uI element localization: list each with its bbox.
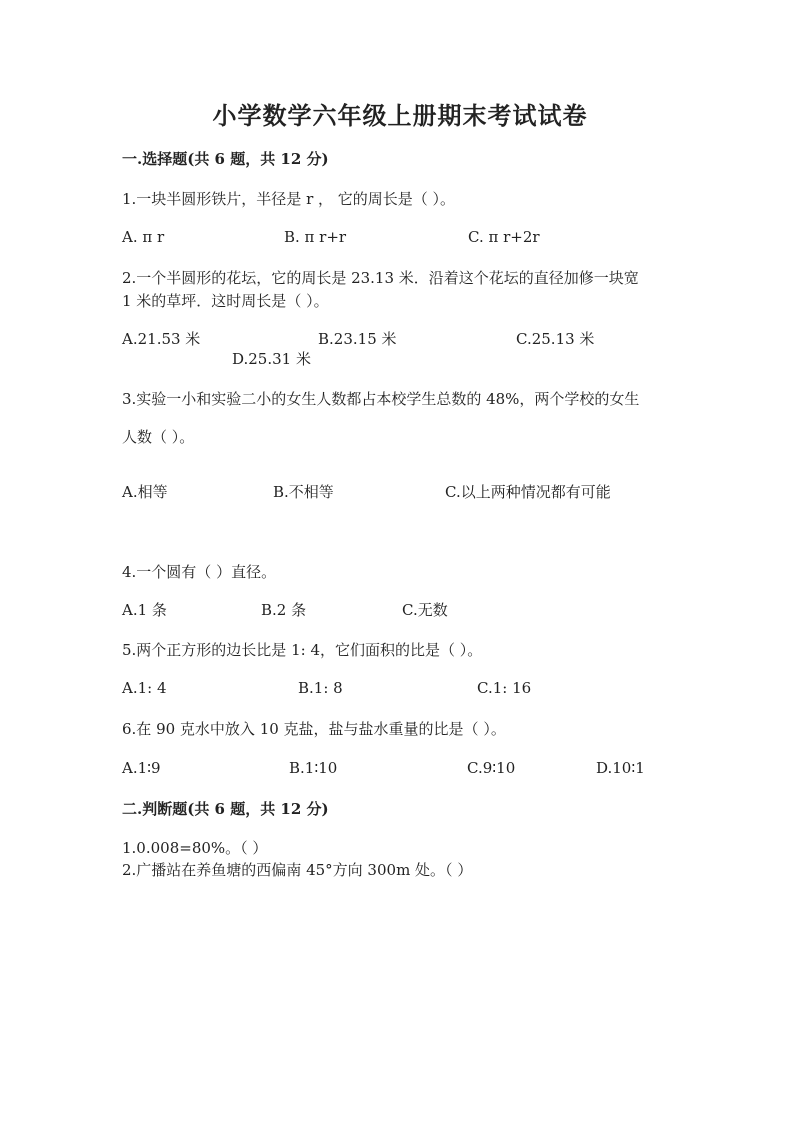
question-3-option-b: B.不相等 [273, 483, 334, 501]
question-2-line-2: 1 米的草坪．这时周长是（ ）。 [122, 292, 329, 310]
question-5-option-b: B.1: 8 [298, 679, 343, 697]
question-2-option-a: A.21.53 米 [122, 330, 201, 348]
question-3-option-c: C.以上两种情况都有可能 [445, 483, 611, 501]
question-4-option-a: A.1 条 [122, 601, 167, 619]
question-1-option-c: C. π r+2r [468, 228, 540, 246]
question-3-line-1: 3.实验一小和实验二小的女生人数都占本校学生总数的 48%，两个学校的女生 [122, 390, 640, 408]
judge-question-1: 1.0.008=80%。（ ） [122, 839, 268, 857]
question-2-option-d: D.25.31 米 [232, 350, 311, 368]
question-4-option-b: B.2 条 [261, 601, 307, 619]
question-6: 6.在 90 克水中放入 10 克盐，盐与盐水重量的比是（ ）。 [122, 720, 506, 738]
question-3-line-2: 人数（ ）。 [122, 428, 195, 446]
question-2-line-1: 2.一个半圆形的花坛，它的周长是 23.13 米．沿着这个花坛的直径加修一块宽 [122, 269, 639, 287]
question-4-option-c: C.无数 [402, 601, 448, 619]
question-1-option-a: A. π r [122, 228, 165, 246]
question-6-option-d: D.10∶1 [596, 759, 645, 777]
question-5: 5.两个正方形的边长比是 1: 4，它们面积的比是（ ）。 [122, 641, 483, 659]
question-1-option-b: B. π r+r [284, 228, 347, 246]
question-1: 1.一块半圆形铁片，半径是 r ， 它的周长是（ ）。 [122, 190, 456, 208]
question-4: 4.一个圆有（ ）直径。 [122, 563, 277, 581]
question-5-option-c: C.1: 16 [477, 679, 532, 697]
question-6-option-b: B.1∶10 [289, 759, 338, 777]
section-heading-judge: 二.判断题(共 6 题，共 12 分) [122, 800, 329, 818]
page-title: 小学数学六年级上册期末考试试卷 [212, 101, 588, 130]
question-5-option-a: A.1: 4 [122, 679, 167, 697]
question-2-option-b: B.23.15 米 [318, 330, 397, 348]
question-6-option-c: C.9∶10 [467, 759, 516, 777]
section-heading-choice: 一.选择题(共 6 题，共 12 分) [122, 150, 329, 168]
question-2-option-c: C.25.13 米 [516, 330, 595, 348]
judge-question-2: 2.广播站在养鱼塘的西偏南 45°方向 300m 处。（ ） [122, 861, 473, 879]
question-3-option-a: A.相等 [122, 483, 168, 501]
question-6-option-a: A.1∶9 [122, 759, 161, 777]
